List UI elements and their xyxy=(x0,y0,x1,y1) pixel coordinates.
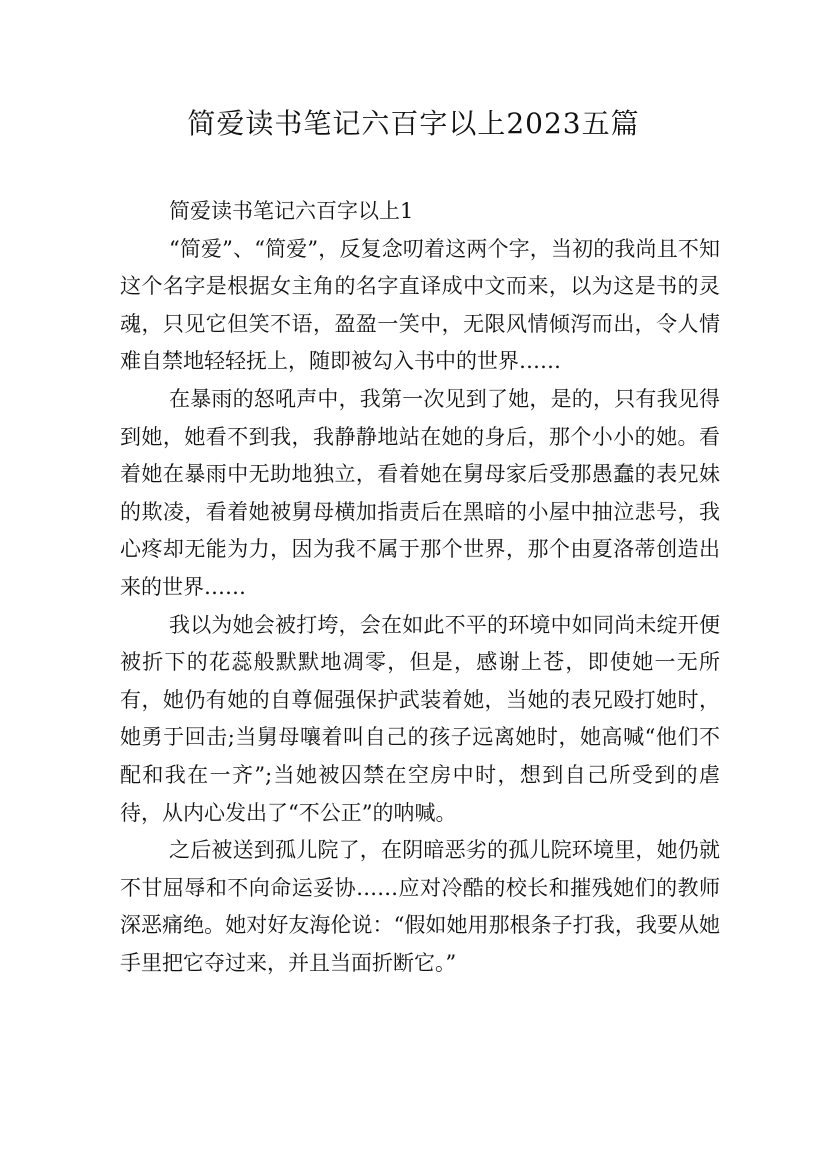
paragraph: 之后被送到孤儿院了，在阴暗恶劣的孤儿院环境里，她仍就不甘屈辱和不向命运妥协……应对冷酷的校长和摧残她们的教师深恶痛绝。她对好友海伦说：“假如她用那根条子打我，我要从她手里把它夺过来，并且当面折断它。” xyxy=(120,838,720,975)
paragraph: “简爱”、“简爱”，反复念叨着这两个字，当初的我尚且不知这个名字是根据女主角的名字直译成中文而来，以为这是书的灵魂，只见它但笑不语，盈盈一笑中，无限风情倾泻而出，令人情难自禁地轻轻抚上，随即被勾入书中的世界…… xyxy=(120,236,720,374)
document-title: 简爱读书笔记六百字以上2023五篇 xyxy=(187,107,640,140)
document-body xyxy=(120,193,720,982)
paragraph: 我以为她会被打垮，会在如此不平的环境中如同尚未绽开便被折下的花蕊般默默地凋零，但是，感谢上苍，即使她一无所有，她仍有她的自尊倔强保护武装着她，当她的表兄殴打她时，她勇于回击;当舅母嚷着叫自己的孩子远离她时，她高喊“他们不配和我在一齐”;当她被囚禁在空房中时，想到自己所受到的虐待，从内心发出了“不公正”的呐喊。 xyxy=(120,612,720,825)
paragraph: 在暴雨的怒吼声中，我第一次见到了她，是的，只有我见得到她，她看不到我，我静静地站在她的身后，那个小小的她。看着她在暴雨中无助地独立，看着她在舅母家后受那愚蠢的表兄妹的欺凌，看着她被舅母横加指责后在黑暗的小屋中抽泣悲号，我心疼却无能为力，因为我不属于那个世界，那个由夏洛蒂创造出来的世界…… xyxy=(120,386,720,599)
section-heading: 简爱读书笔记六百字以上1 xyxy=(169,199,414,223)
